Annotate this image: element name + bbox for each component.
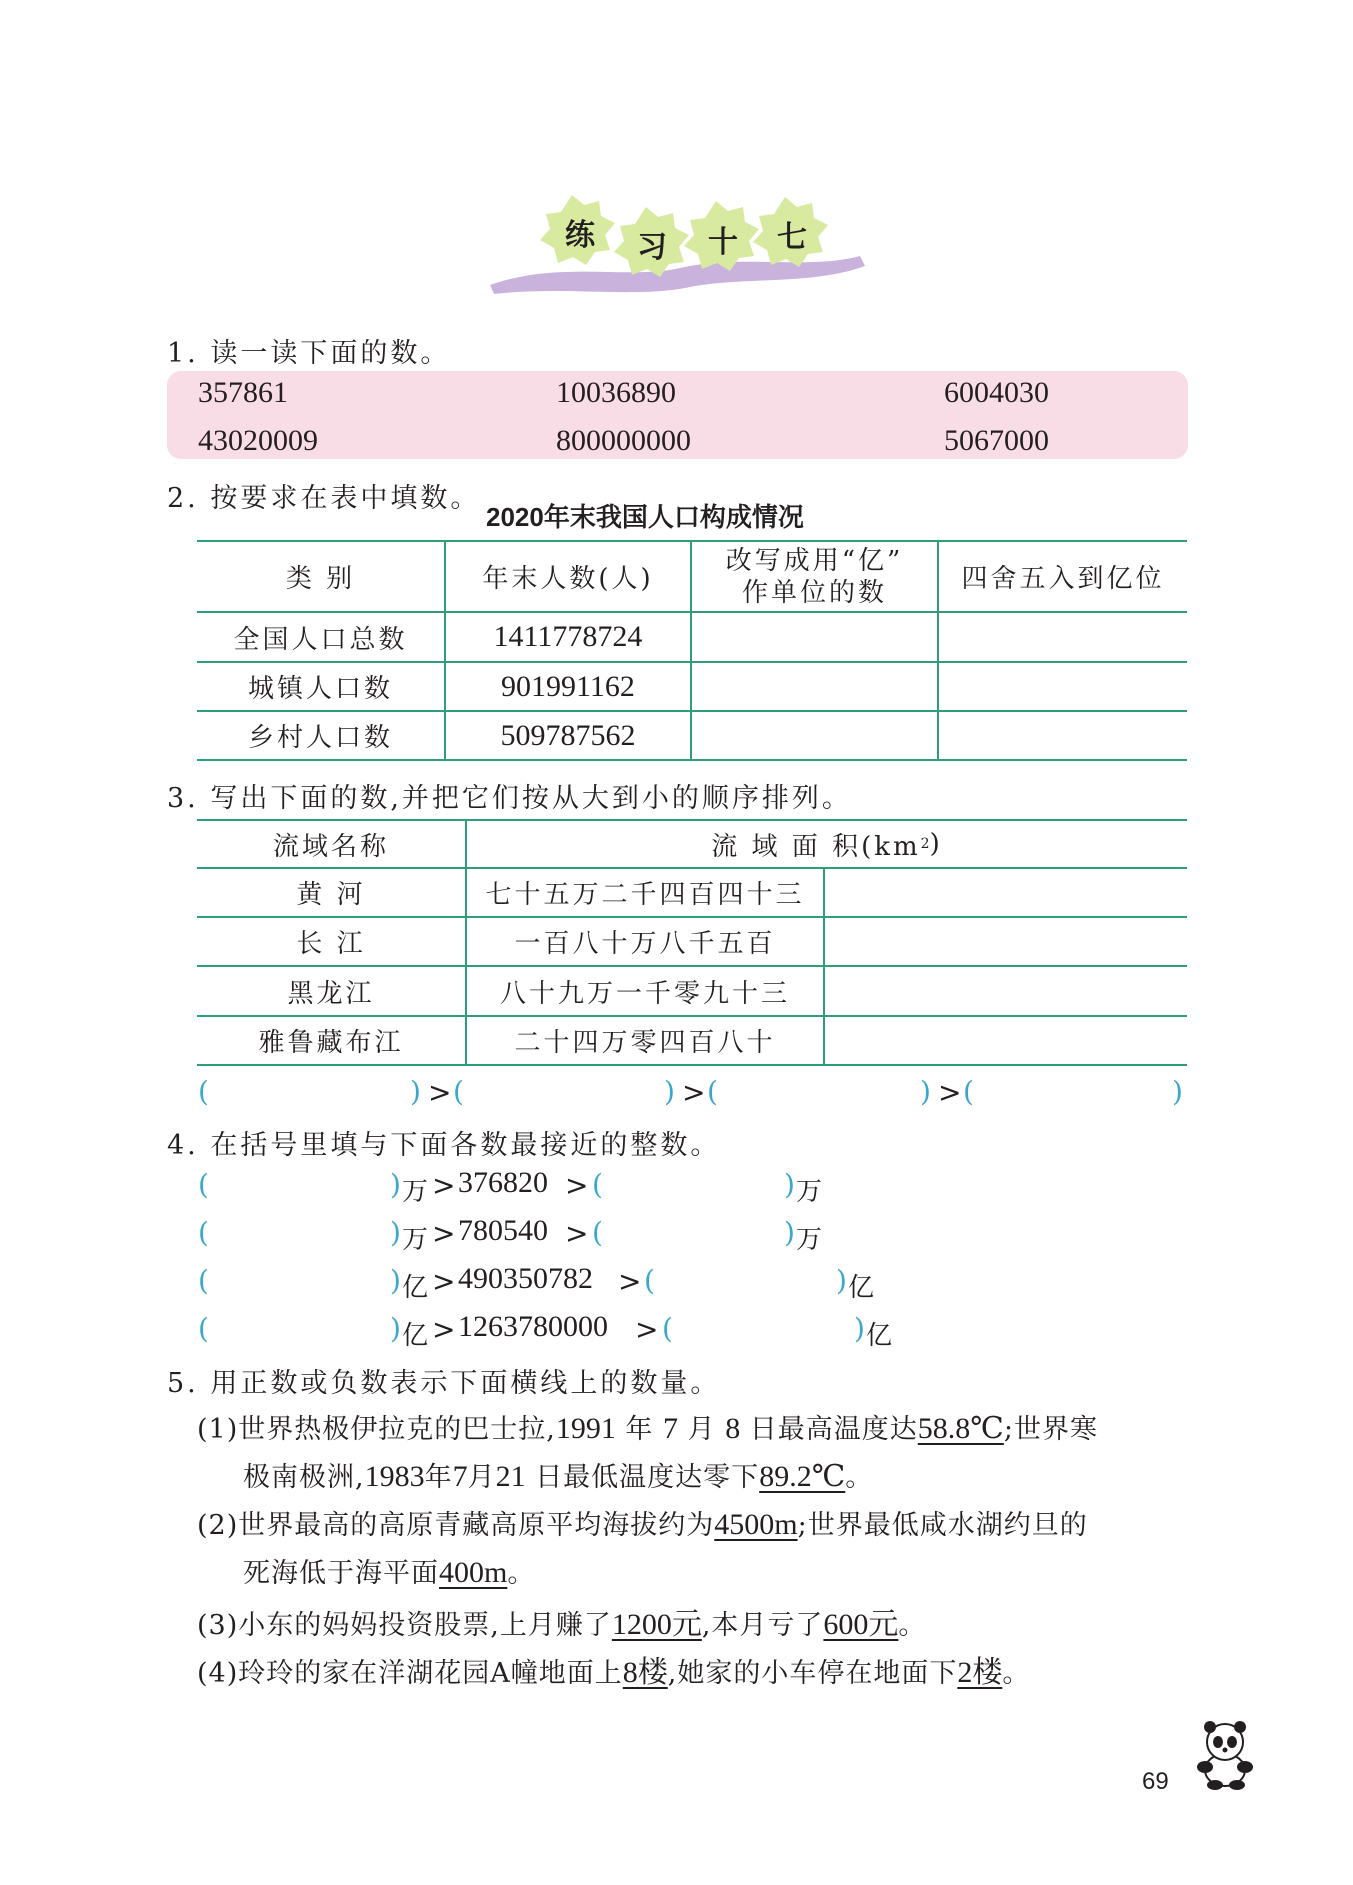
page-number: 69 — [1142, 1768, 1169, 1795]
table-row-label: 黑龙江 — [287, 978, 375, 1009]
item-1-line-1: (1)世界热极伊拉克的巴士拉,1991 年 7 月 8 日最高温度达58.8℃;世界寒 — [197, 1412, 1098, 1445]
answer-blank[interactable] — [678, 1314, 848, 1346]
item-2-line-2: 死海低于海平面400m。 — [243, 1556, 536, 1589]
table-header: 流域名称 — [272, 831, 389, 862]
paren-open: ( — [644, 1264, 655, 1297]
paren-open: ( — [707, 1075, 718, 1108]
table-row-value: 八十九万一千零九十三 — [499, 978, 790, 1009]
paren-close: ) — [836, 1264, 847, 1297]
answer-cell[interactable] — [825, 967, 1187, 1015]
greater-than: > — [682, 1076, 706, 1109]
paren-open: ( — [198, 1075, 209, 1108]
paren-close: ) — [664, 1075, 675, 1108]
item-3: (3)小东的妈妈投资股票,上月赚了1200元,本月亏了600元。 — [197, 1608, 927, 1641]
header-ribbon-graphic — [480, 190, 880, 310]
table-row-value: 901991162 — [501, 669, 635, 703]
paren-close: ) — [410, 1075, 421, 1108]
answer-blank[interactable] — [724, 1078, 914, 1110]
table-row-value: 二十四万零四百八十 — [514, 1028, 776, 1058]
paren-close: ) — [390, 1312, 401, 1345]
question-3-title: 3. 写出下面的数,并把它们按从大到小的顺序排列。 — [167, 783, 852, 814]
answer-cell[interactable] — [939, 712, 1187, 759]
underlined-quantity: 58.8℃ — [917, 1412, 1004, 1445]
table-header — [467, 821, 1187, 867]
greater-than: > — [432, 1265, 456, 1298]
table-row-label: 城镇人口数 — [247, 674, 393, 704]
given-number: 780540 — [458, 1214, 548, 1247]
underlined-quantity: 4500m — [714, 1508, 798, 1541]
answer-cell[interactable] — [939, 613, 1187, 661]
given-number: 1263780000 — [458, 1310, 608, 1343]
table-row-label: 全国人口总数 — [233, 624, 408, 655]
answer-blank[interactable] — [215, 1314, 385, 1346]
answer-cell[interactable] — [825, 918, 1187, 965]
table-header-line: 作单位的数 — [741, 577, 887, 608]
paren-open: ( — [198, 1216, 209, 1249]
item-2-line-1: (2)世界最高的高原青藏高原平均海拔约为4500m;世界最低咸水湖约旦的 — [197, 1508, 1088, 1541]
paren-open: ( — [198, 1264, 209, 1297]
table-header-line: 改写成用“亿” — [725, 545, 904, 576]
table-row-value: 七十五万二千四百四十三 — [485, 880, 805, 910]
greater-than: > — [618, 1265, 642, 1298]
number-item: 43020009 — [198, 424, 318, 457]
exercise-header-banner — [480, 190, 880, 310]
paren-open: ( — [453, 1075, 464, 1108]
given-number: 376820 — [458, 1166, 548, 1199]
table-row-value: 一百八十万八千五百 — [514, 929, 776, 959]
paren-close: ) — [390, 1264, 401, 1297]
answer-cell[interactable] — [939, 663, 1187, 710]
greater-than: > — [635, 1313, 659, 1346]
paren-close: ) — [390, 1168, 401, 1201]
table-row-label: 乡村人口数 — [247, 723, 393, 753]
unit-label: 万 — [402, 1177, 429, 1207]
answer-cell[interactable] — [692, 712, 937, 759]
answer-blank[interactable] — [215, 1170, 385, 1202]
header-char: 习 — [637, 230, 667, 265]
answer-blank[interactable] — [470, 1078, 660, 1110]
given-number: 490350782 — [458, 1262, 593, 1295]
table-header-multiline — [692, 542, 937, 611]
greater-than: > — [432, 1217, 456, 1250]
answer-blank[interactable] — [610, 1218, 780, 1250]
table-header: 年末人数(人) — [482, 564, 654, 594]
number-item: 6004030 — [944, 376, 1049, 409]
paren-close: ) — [920, 1075, 931, 1108]
paren-open: ( — [662, 1312, 673, 1345]
unit-label: 亿 — [402, 1321, 429, 1351]
table-row-value: 509787562 — [500, 718, 636, 752]
table-header: 类 别 — [285, 564, 356, 594]
answer-blank[interactable] — [660, 1266, 830, 1298]
number-item: 5067000 — [944, 424, 1049, 457]
paren-close: ) — [1172, 1075, 1183, 1108]
answer-blank[interactable] — [215, 1078, 405, 1110]
underlined-quantity: 89.2℃ — [759, 1460, 846, 1493]
paren-open: ( — [963, 1075, 974, 1108]
paren-open: ( — [198, 1312, 209, 1345]
area-header-text: 流 域 面 积(km — [711, 831, 921, 862]
underlined-quantity: 2楼 — [957, 1656, 1003, 1689]
paren-close: ) — [854, 1312, 865, 1345]
unit-label: 万 — [796, 1225, 823, 1255]
question-5-title: 5. 用正数或负数表示下面横线上的数量。 — [167, 1368, 721, 1399]
header-char: 练 — [565, 218, 595, 253]
question-4-title: 4. 在括号里填与下面各数最接近的整数。 — [167, 1130, 721, 1161]
table-header: 四舍五入到亿位 — [961, 564, 1165, 594]
answer-cell[interactable] — [825, 1017, 1187, 1064]
underlined-quantity: 1200元 — [611, 1608, 702, 1641]
header-char: 七 — [777, 220, 807, 255]
answer-blank[interactable] — [980, 1078, 1168, 1110]
greater-than: > — [432, 1169, 456, 1202]
unit-label: 亿 — [402, 1273, 429, 1303]
number-item: 357861 — [198, 376, 288, 409]
unit-label: 亿 — [866, 1321, 893, 1351]
table-title: 2020年末我国人口构成情况 — [486, 502, 804, 532]
paren-open: ( — [592, 1216, 603, 1249]
question-2-title: 2. 按要求在表中填数。 — [167, 483, 481, 514]
paren-close: ) — [784, 1168, 795, 1201]
item-4: (4)玲玲的家在洋湖花园A幢地面上8楼,她家的小车停在地面下2楼。 — [197, 1656, 1031, 1689]
table-row-label: 雅鲁藏布江 — [258, 1028, 404, 1058]
answer-cell[interactable] — [692, 663, 937, 710]
paren-close: ) — [784, 1216, 795, 1249]
number-item: 10036890 — [556, 376, 676, 409]
paren-open: ( — [592, 1168, 603, 1201]
number-item: 800000000 — [556, 424, 691, 457]
area-header-superscript: 2 — [920, 836, 930, 852]
underlined-quantity: 600元 — [823, 1608, 899, 1641]
greater-than: > — [565, 1169, 589, 1202]
underlined-quantity: 8楼 — [622, 1656, 668, 1689]
answer-blank[interactable] — [215, 1266, 385, 1298]
unit-label: 万 — [796, 1177, 823, 1207]
unit-label: 万 — [402, 1225, 429, 1255]
underlined-quantity: 400m — [439, 1556, 508, 1589]
question-1-title: 1. 读一读下面的数。 — [167, 338, 451, 369]
area-header-close: ) — [929, 829, 943, 859]
table-row-label: 长 江 — [296, 929, 366, 959]
answer-blank[interactable] — [215, 1218, 385, 1250]
answer-blank[interactable] — [610, 1170, 780, 1202]
greater-than: > — [565, 1217, 589, 1250]
greater-than: > — [938, 1076, 962, 1109]
table-row-label: 黄 河 — [296, 880, 366, 910]
panda-icon — [1185, 1712, 1265, 1792]
paren-close: ) — [390, 1216, 401, 1249]
header-char: 十 — [708, 225, 738, 260]
table-row-value: 1411778724 — [493, 620, 643, 653]
greater-than: > — [432, 1313, 456, 1346]
item-1-line-2: 极南极洲,1983年7月21 日最低温度达零下89.2℃。 — [243, 1460, 874, 1493]
unit-label: 亿 — [848, 1273, 875, 1303]
greater-than: > — [428, 1076, 452, 1109]
paren-open: ( — [198, 1168, 209, 1201]
answer-cell[interactable] — [692, 613, 937, 661]
answer-cell[interactable] — [825, 869, 1187, 916]
